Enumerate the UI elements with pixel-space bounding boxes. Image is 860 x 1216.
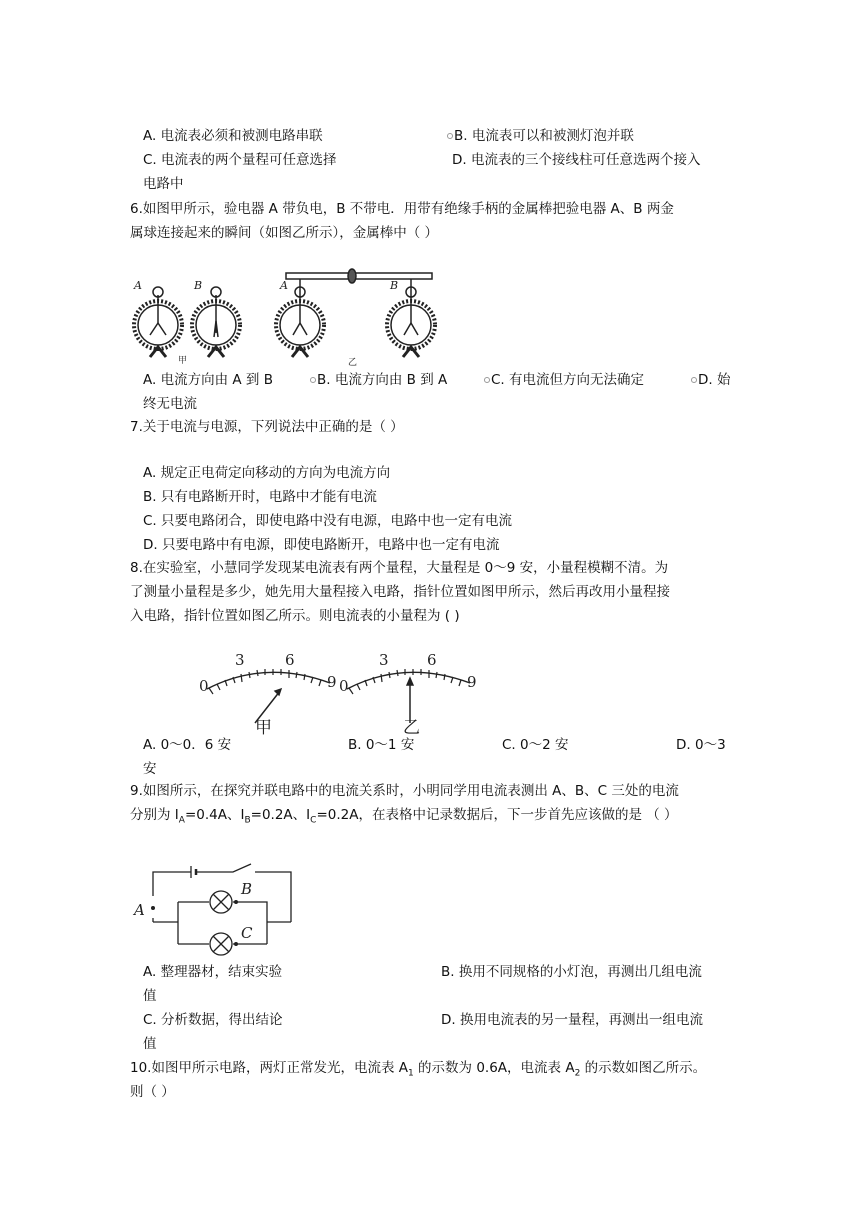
q9-stem-line2 [130,805,678,825]
q8-dial2-label-9: 9 [467,673,477,691]
q8-fig-caption-yi: 乙 [403,718,420,738]
q5-option-a: A. 电流表必须和被测电路串联 [143,128,323,144]
q9-option-c: C. 分析数据，得出结论 [143,1012,283,1028]
q9-fig-label-c: C [241,924,253,942]
q6-fig-caption-yi: 乙 [348,358,358,368]
q8-option-a: A. 0～0．6 安 [143,737,232,753]
q8-dial2-label-6: 6 [427,651,437,669]
q8-dial1-label-9: 9 [327,673,337,691]
q5-option-d: D. 电流表的三个接线柱可任意选两个接入 [452,152,701,168]
q7-option-a: A. 规定正电荷定向移动的方向为电流方向 [143,465,391,481]
q9-stem-line1: 9.如图所示，在探究并联电路中的电流关系时，小明同学用电流表测出 A、B、C 三处的电流 [130,783,679,799]
q10-sub-1: 1 [408,1068,414,1079]
q8-option-d-cont: 安 [143,761,157,777]
q8-dial1-label-3: 3 [235,651,245,669]
q9-option-b: B. 换用不同规格的小灯泡，再测出几组电流 [441,964,702,980]
q10-sub-2: 2 [574,1068,581,1079]
q9-option-d: D. 换用电流表的另一量程，再测出一组电流 [441,1012,703,1028]
q9-sub-c: C [310,815,317,826]
q9-fig-label-a: A [134,901,145,919]
q10-text-c: 的示数如图乙所示。 [580,1060,707,1076]
q8-dial2-label-3: 3 [379,651,389,669]
q8-option-c: C. 0～2 安 [502,737,569,753]
bullet-dot [484,377,490,383]
bullet-dot [691,377,697,383]
q9-option-a: A. 整理器材，结束实验 [143,964,283,980]
q6-option-c-text: C. 有电流但方向无法确定 [491,372,645,388]
q9-text-d: =0.2A，在表格中记录数据后，下一步首先应该做的是 （ ） [316,807,678,823]
q8-fig-caption-jia: 甲 [255,718,272,738]
bullet-dot [310,377,316,383]
q8-option-d: D. 0～3 [676,737,726,753]
q9-text-c: =0.2A、I [250,807,311,823]
q5-option-b-text: B. 电流表可以和被测灯泡并联 [454,128,634,144]
bullet-dot [447,133,453,139]
q9-sub-b: B [244,815,251,826]
q8-dial1-label-0: 0 [199,677,209,695]
q7-option-c: C. 只要电路闭合，即使电路中没有电源，电路中也一定有电流 [143,513,513,529]
q9-fig-label-b: B [241,880,253,898]
q8-dial1-label-6: 6 [285,651,295,669]
q7-option-d: D. 只要电路中有电源，即使电路断开，电路中也一定有电流 [143,537,500,553]
q6-option-a: A. 电流方向由 A 到 B [143,372,273,388]
q8-ammeter-dials-figure [195,645,495,738]
q9-option-a-cont: 值 [143,988,157,1004]
q6-fig-label-a1: A [134,279,142,292]
q9-text-b: =0.4A、I [184,807,245,823]
q9-option-c-cont: 值 [143,1036,157,1052]
q10-stem-line1 [130,1058,706,1078]
q6-fig-label-b2: B [390,279,399,292]
q10-text-a: 10.如图甲所示电路，两灯正常发光，电流表 A [130,1060,408,1076]
q5-option-b [447,126,634,146]
q8-stem-line1: 8.在实验室，小慧同学发现某电流表有两个量程，大量程是 0～9 安，小量程模糊不清。为 [130,560,669,576]
q9-parallel-circuit-figure [133,858,298,960]
q6-option-b [310,370,447,390]
q10-text-b: 的示数为 0.6A，电流表 A [413,1060,575,1076]
q6-option-d-text: D. 始 [698,372,731,388]
q9-text-a: 分别为 I [130,807,179,823]
q6-stem-line1: 6.如图甲所示，验电器 A 带负电，B 不带电．用带有绝缘手柄的金属棒把验电器 A、B 两金 [130,201,674,217]
q6-option-b-text: B. 电流方向由 B 到 A [317,372,448,388]
q7-option-b: B. 只有电路断开时，电路中才能有电流 [143,489,377,505]
q10-stem-line2: 则（ ） [130,1084,175,1100]
q6-fig-caption-jia: 甲 [178,356,188,366]
q8-stem-line3: 入电路，指针位置如图乙所示。则电流表的小量程为 ( ) [130,608,460,624]
q9-sub-a: A [178,815,185,826]
q6-option-d [691,370,730,390]
q8-dial2-label-0: 0 [339,677,349,695]
q6-option-d-cont: 终无电流 [143,396,197,412]
q8-stem-line2: 了测量小量程是多少，她先用大量程接入电路，指针位置如图甲所示，然后再改用小量程接 [130,584,670,600]
q6-stem-line2: 属球连接起来的瞬间（如图乙所示），金属棒中（ ） [130,225,439,241]
q6-electroscope-figure [128,265,448,370]
q5-option-c: C. 电流表的两个量程可任意选择 [143,152,337,168]
q5-option-d-cont: 电路中 [143,176,184,192]
q6-option-c [484,370,644,390]
q7-stem: 7.关于电流与电源，下列说法中正确的是（ ） [130,419,404,435]
q6-fig-label-a2: A [280,279,288,292]
q6-fig-label-b1: B [194,279,203,292]
q8-option-b: B. 0～1 安 [348,737,415,753]
